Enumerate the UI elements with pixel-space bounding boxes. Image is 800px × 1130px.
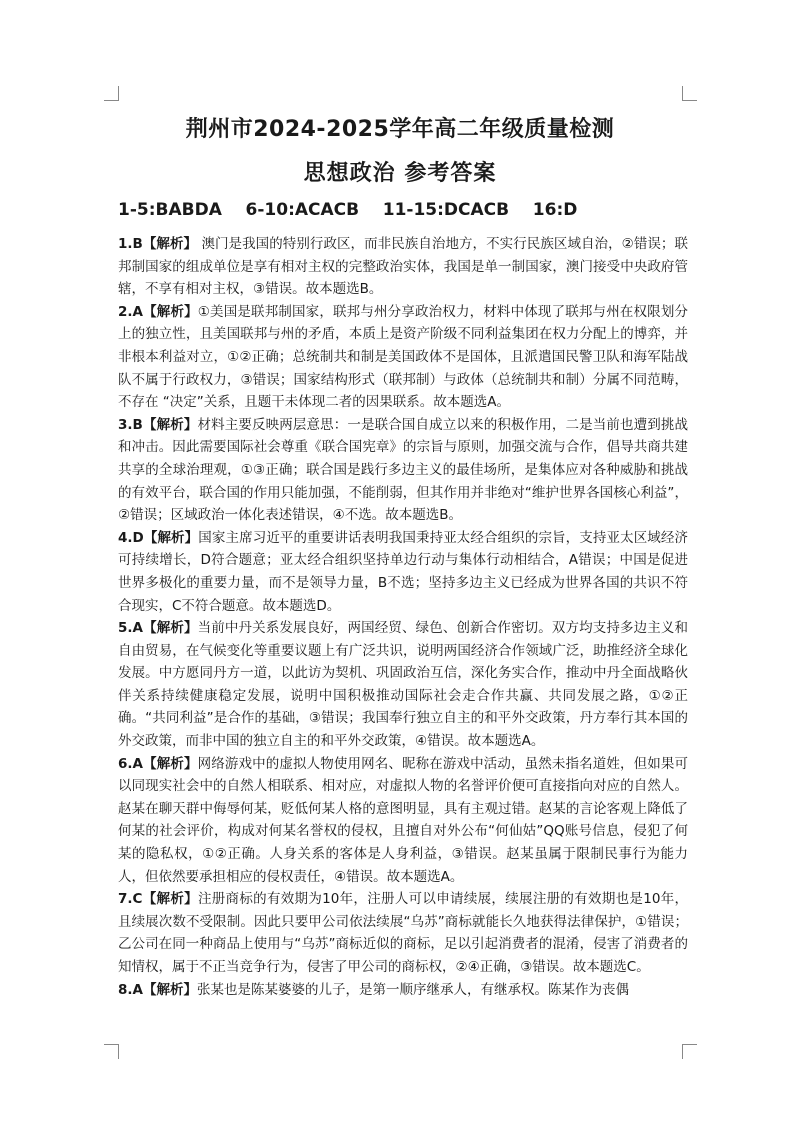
item-number: 6.A xyxy=(118,755,143,772)
explanation-item xyxy=(118,753,688,889)
explanations xyxy=(118,233,688,1001)
item-tag: 【解析】 xyxy=(142,755,198,772)
document-subtitle: 思想政治 参考答案 xyxy=(303,161,497,186)
document-title: 荆州市2024-2025学年高二年级质量检测 xyxy=(185,117,615,142)
item-text: 国家主席习近平的重要讲话表明我国秉持亚太经合组织的宗旨，支持亚太区域经济可持续增长，D符合题意；亚太经合组织坚持单边行动与集体行动相结合，A错误；中国是促进世界多极化的重要力量，而不是领导力量，B不选；坚持多边主义已经成为世界各国的共识不符合现实，C不符合题意。故本题选D。 xyxy=(118,529,689,614)
item-tag: 【解析】 xyxy=(142,236,198,252)
item-number: 4.D xyxy=(118,529,144,546)
item-text: 澳门是我国的特别行政区，而非民族自治地方，不实行民族区域自治，②错误；联邦制国家的组成单位是享有相对主权的完整政治实体，我国是单一制国家，澳门接受中央政府管辖，不享有相对主权，③错误。故本题选B。 xyxy=(118,236,688,298)
explanation-item xyxy=(118,527,688,617)
explanation-item xyxy=(118,617,688,753)
item-tag: 【解析】 xyxy=(142,981,197,998)
item-text: ①美国是联邦制国家，联邦与州分享政治权力，材料中体现了联邦与州在权限划分上的独立性，且美国联邦与州的矛盾，本质上是资产阶级不同利益集团在权力分配上的博弈，并非根本利益对立，①②正确；总统制共和制是美国政体不是国体，且派遣国民警卫队和海军陆战队不属于行政权力，③错误；国家结构形式（联邦制）与政体（总统制共和制）分属不同范畴，不存在 “决定”关系，且题干未体现二者的因果联系。故本题选A。 xyxy=(118,303,689,411)
item-number: 5.A xyxy=(118,620,143,637)
item-tag: 【解析】 xyxy=(142,620,198,637)
crop-mark-top-right xyxy=(682,86,697,101)
item-number: 3.B xyxy=(118,416,143,433)
item-tag: 【解析】 xyxy=(142,416,198,433)
crop-mark-bottom-right xyxy=(682,1044,697,1059)
item-number: 2.A xyxy=(118,303,143,320)
item-number: 8.A xyxy=(118,981,143,998)
crop-mark-bottom-left xyxy=(104,1044,119,1059)
item-text: 网络游戏中的虚拟人物使用网名、昵称在游戏中活动，虽然未指名道姓，但如果可以同现实社会中的自然人相联系、相对应，对虚拟人物的名誉评价便可直接指向对应的自然人。赵某在聊天群中侮辱何某，贬低何某人格的意图明显，具有主观过错。赵某的言论客观上降低了何某的社会评价，构成对何某名誉权的侵权，且擅自对外公布“何仙姑”QQ账号信息，侵犯了何某的隐私权，①②正确。人身关系的客体是人身利益，③错误。赵某虽属于限制民事行为能力人，但依然要承担相应的侵权责任，④错误。故本题选A。 xyxy=(118,755,689,885)
item-text: 当前中丹关系发展良好，两国经贸、绿色、创新合作密切。双方均支持多边主义和自由贸易，在气候变化等重要议题上有广泛共识，说明两国经济合作领域广泛，助推经济全球化发展。中方愿同丹方一道，以此访为契机、巩固政治互信，深化务实合作，推动中丹全面战略伙伴关系持续健康稳定发展，说明中国积极推动国际社会走合作共赢、共同发展之路，①②正确。“共同利益”是合作的基础，③错误；我国奉行独立自主的和平外交政策，丹方奉行其本国的外交政策，而非中国的独立自主的和平外交政策，④错误。故本题选A。 xyxy=(118,620,689,750)
item-text: 张某也是陈某婆婆的儿子，是第一顺序继承人，有继承权。陈某作为丧偶 xyxy=(196,981,629,998)
explanation-item xyxy=(118,233,688,301)
crop-mark-top-left xyxy=(104,86,119,101)
item-tag: 【解析】 xyxy=(142,891,198,908)
item-number: 7.C xyxy=(118,891,143,908)
item-text: 注册商标的有效期为10年，注册人可以申请续展，续展注册的有效期也是10年，且续展次数不受限制。因此只要甲公司依法续展“乌苏”商标就能长久地获得法律保护，①错误；乙公司在同一种商品上使用与“乌苏”商标近似的商标，足以引起消费者的混淆，侵害了消费者的知情权，属于不正当竞争行为，侵害了甲公司的商标权，②④正确，③错误。故本题选C。 xyxy=(118,891,689,975)
explanation-item xyxy=(118,888,688,978)
explanation-item xyxy=(118,301,688,414)
item-tag: 【解析】 xyxy=(143,529,199,546)
answer-key-line: 1-5:BABDA 6-10:ACACB 11-15:DCACB 16:D xyxy=(118,200,578,220)
item-number: 1.B xyxy=(118,236,143,252)
item-tag: 【解析】 xyxy=(142,303,198,320)
item-text: 材料主要反映两层意思：一是联合国自成立以来的积极作用，二是当前也遭到挑战和冲击。因此需要国际社会尊重《联合国宪章》的宗旨与原则，加强交流与合作，倡导共商共建共享的全球治理观，①③正确；联合国是践行多边主义的最佳场所，是集体应对各种威胁和挑战的有效平台，联合国的作用只能加强，不能削弱，但其作用并非绝对“维护世界各国核心利益”，②错误；区域政治一体化表述错误，④不选。故本题选B。 xyxy=(118,416,689,524)
explanation-item xyxy=(118,414,688,527)
explanation-item xyxy=(118,979,688,1002)
